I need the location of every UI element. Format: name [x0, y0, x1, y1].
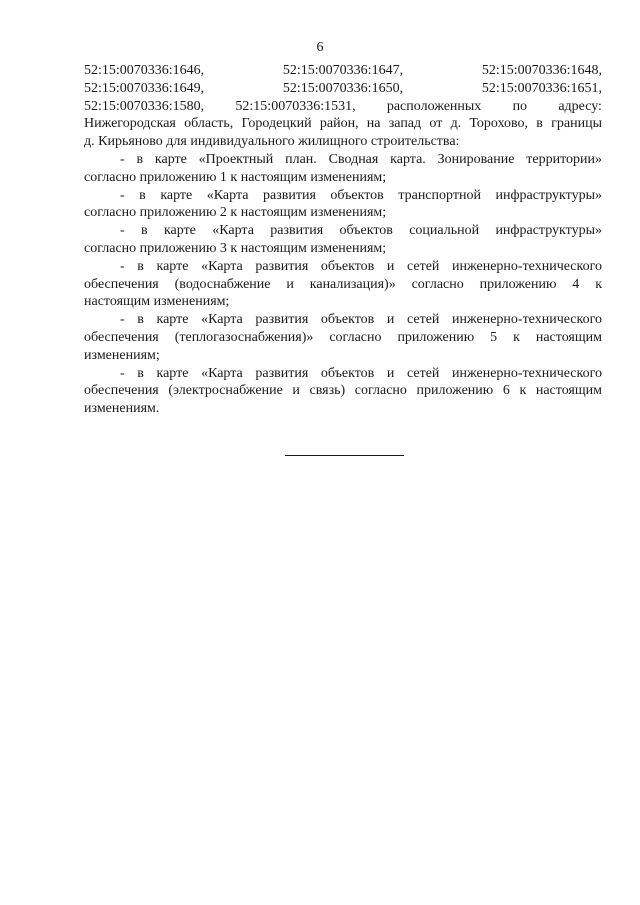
text-word: по [512, 98, 528, 114]
page-number: 6 [316, 40, 324, 55]
cadastral-number: 52:15:0070336:1647, [282, 63, 404, 78]
list-item-line: - в карте «Проектный план. Сводная карта. Зонирование территории» [120, 151, 602, 167]
list-item-line: согласно приложению 2 к настоящим изменениям; [84, 205, 387, 221]
list-item-line: - в карте «Карта развития объектов и сетей инженерно-технического [120, 258, 602, 274]
list-item-1 [84, 151, 602, 187]
list-item-5 [84, 311, 602, 364]
list-item-4 [84, 258, 602, 311]
document-body [84, 62, 602, 418]
cadastral-number: 52:15:0070336:1531, [235, 98, 356, 114]
list-item-line: согласно приложению 3 к настоящим изменениям; [84, 240, 387, 256]
cadastral-number: 52:15:0070336:1649, [84, 80, 205, 96]
end-divider-line [285, 455, 404, 456]
list-item-line: обеспечения (водоснабжение и канализация)» согласно приложению 4 к [84, 276, 602, 292]
cadastral-row-2 [84, 80, 602, 98]
list-item-line: изменениям. [84, 401, 160, 417]
list-item-line: - в карте «Карта развития объектов и сетей инженерно-технического [120, 365, 602, 381]
list-item-line: обеспечения (теплогазоснабжения)» согласно приложению 5 к настоящим [84, 329, 602, 345]
cadastral-number: 52:15:0070336:1648, [481, 63, 602, 78]
address-line: д. Кирьяново для индивидуального жилищного строительства: [84, 134, 460, 150]
list-item-line: согласно приложению 1 к настоящим изменениям; [84, 169, 387, 185]
list-item-3 [84, 222, 602, 258]
text-word: расположенных [386, 98, 482, 114]
cadastral-row-3 [84, 98, 602, 116]
cadastral-number: 52:15:0070336:1651, [481, 80, 602, 96]
list-item-line: настоящим изменениям; [84, 294, 230, 310]
cadastral-number: 52:15:0070336:1580, [84, 98, 205, 114]
list-item-line: - в карте «Карта развития объектов и сетей инженерно-технического [120, 312, 602, 328]
cadastral-number: 52:15:0070336:1650, [282, 80, 404, 96]
address-line: Нижегородская область, Городецкий район, на запад от д. Торохово, в границы [84, 116, 602, 132]
cadastral-number: 52:15:0070336:1646, [84, 63, 205, 78]
cadastral-row-1 [84, 62, 602, 80]
list-item-6 [84, 365, 602, 418]
list-item-line: обеспечения (электроснабжение и связь) согласно приложению 6 к настоящим [84, 383, 602, 399]
list-item-2 [84, 187, 602, 223]
text-word: адресу: [558, 98, 602, 114]
list-item-line: изменениям; [84, 347, 160, 363]
list-item-line: - в карте «Карта развития объектов транспортной инфраструктуры» [120, 187, 602, 203]
list-item-line: - в карте «Карта развития объектов социальной инфраструктуры» [120, 223, 602, 239]
